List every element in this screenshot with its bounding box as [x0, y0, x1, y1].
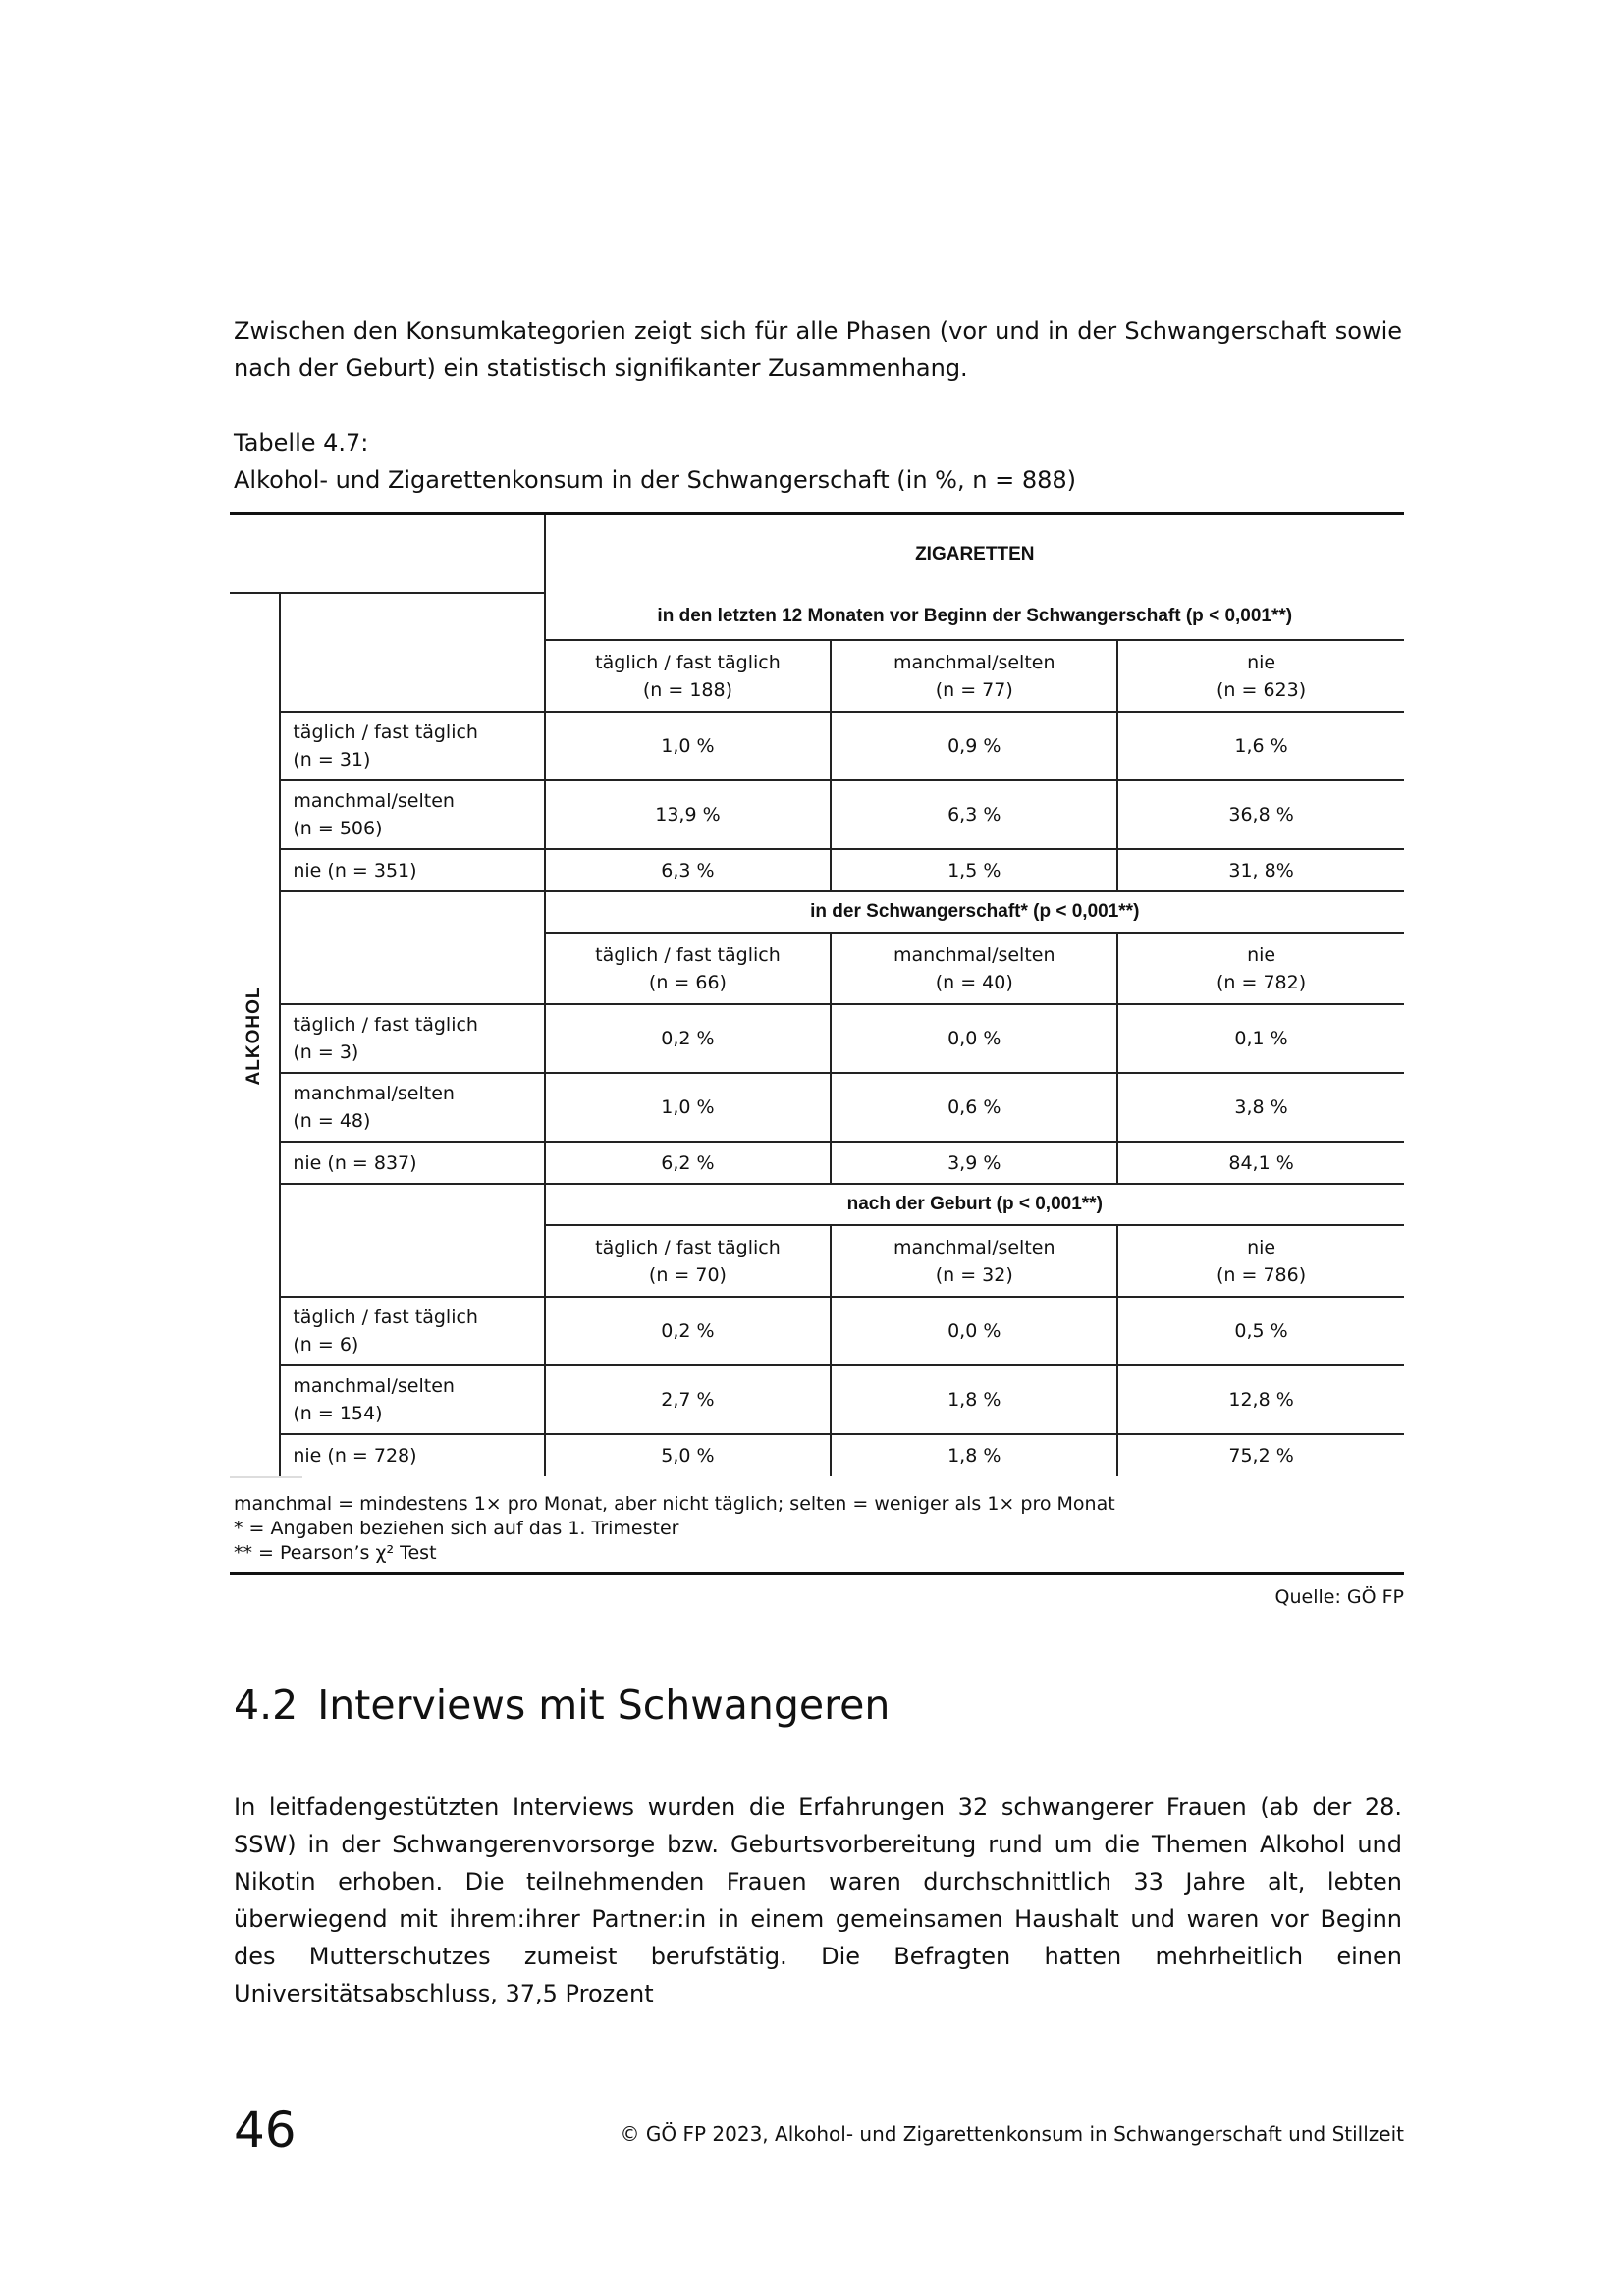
section-heading	[234, 1681, 890, 1730]
section-number: 4.2	[234, 1682, 298, 1729]
row-label-text: täglich / fast täglich	[293, 1014, 478, 1036]
row-label-n: (n = 3)	[293, 1041, 359, 1063]
table-row	[230, 1142, 1404, 1184]
section-title: in den letzten 12 Monaten vor Beginn der Schwangerschaft (p < 0,001**)	[545, 593, 1404, 640]
table-cell: 6,3 %	[545, 849, 832, 891]
row-label	[280, 1365, 544, 1434]
row-label-text: nie (n = 728)	[293, 1445, 417, 1467]
row-label-text: nie (n = 351)	[293, 859, 417, 881]
column-label: täglich / fast täglich	[595, 1236, 781, 1258]
table-row	[230, 1297, 1404, 1365]
footnote-3: ** = Pearson’s χ² Test	[234, 1542, 437, 1564]
table-cell: 1,8 %	[831, 1434, 1117, 1476]
row-label-n: (n = 48)	[293, 1110, 371, 1132]
column-label: manchmal/selten	[893, 651, 1055, 673]
table-cell: 0,5 %	[1117, 1297, 1404, 1365]
column-header	[831, 933, 1117, 1004]
column-label: manchmal/selten	[893, 1236, 1055, 1258]
table-cell: 5,0 %	[545, 1434, 832, 1476]
row-label	[280, 712, 544, 780]
table-cell: 31, 8%	[1117, 849, 1404, 891]
page-footer: © GÖ FP 2023, Alkohol- und Zigarettenkonsum in Schwangerschaft und Stillzeit	[620, 2122, 1404, 2146]
section-title: Interviews mit Schwangeren	[317, 1682, 891, 1729]
table-cell: 1,0 %	[545, 1073, 832, 1142]
column-label: täglich / fast täglich	[595, 651, 781, 673]
table-bottom-rule	[230, 1572, 1404, 1575]
row-label	[280, 1434, 544, 1476]
page-number: 46	[234, 2102, 297, 2159]
column-header	[831, 1225, 1117, 1297]
column-n: (n = 786)	[1217, 1263, 1307, 1286]
column-n: (n = 40)	[935, 971, 1013, 993]
table-cell: 0,1 %	[1117, 1004, 1404, 1073]
section-title: in der Schwangerschaft* (p < 0,001**)	[545, 891, 1404, 933]
table-cell: 0,2 %	[545, 1004, 832, 1073]
table-row	[230, 1434, 1404, 1476]
section-title-row	[230, 891, 1404, 933]
table-cell: 0,6 %	[831, 1073, 1117, 1142]
table-cell: 36,8 %	[1117, 780, 1404, 849]
table-grid	[230, 515, 1404, 1476]
column-n: (n = 70)	[648, 1263, 727, 1286]
column-n: (n = 77)	[935, 678, 1013, 701]
section-title-row	[230, 593, 1404, 640]
caption-title: Alkohol- und Zigarettenkonsum in der Schwangerschaft (in %, n = 888)	[234, 466, 1076, 494]
row-label	[280, 780, 544, 849]
column-header	[545, 640, 832, 712]
section-title: nach der Geburt (p < 0,001**)	[545, 1184, 1404, 1225]
column-label: nie	[1247, 1236, 1276, 1258]
row-label-text: täglich / fast täglich	[293, 1307, 478, 1328]
table-cell: 6,3 %	[831, 780, 1117, 849]
col-group-header: ZIGARETTEN	[545, 515, 1404, 593]
table-source: Quelle: GÖ FP	[1274, 1586, 1404, 1608]
section-blank-cell	[280, 593, 544, 712]
section-blank-cell	[280, 891, 544, 1004]
table-cell: 0,0 %	[831, 1004, 1117, 1073]
table-cell: 12,8 %	[1117, 1365, 1404, 1434]
table-row	[230, 780, 1404, 849]
row-label-n: (n = 154)	[293, 1403, 383, 1424]
table-cell: 2,7 %	[545, 1365, 832, 1434]
table-cell: 3,9 %	[831, 1142, 1117, 1184]
row-label	[280, 849, 544, 891]
table-caption	[234, 424, 1076, 499]
column-n: (n = 66)	[648, 971, 727, 993]
section-title-row	[230, 1184, 1404, 1225]
row-label	[280, 1297, 544, 1365]
row-label-text: manchmal/selten	[293, 1083, 455, 1104]
table-cell: 0,0 %	[831, 1297, 1117, 1365]
table-cell: 6,2 %	[545, 1142, 832, 1184]
column-label: nie	[1247, 651, 1276, 673]
intro-paragraph: Zwischen den Konsumkategorien zeigt sich für alle Phasen (vor und in der Schwangerschaft sowie nach der Geburt) ein statistisch signifikanter Zusammenhang.	[234, 317, 1402, 382]
caption-label: Tabelle 4.7:	[234, 429, 369, 456]
table-cell: 0,9 %	[831, 712, 1117, 780]
header-row	[230, 515, 1404, 593]
table-cell: 3,8 %	[1117, 1073, 1404, 1142]
table-cell: 1,5 %	[831, 849, 1117, 891]
section-blank-cell	[280, 1184, 544, 1297]
table-row	[230, 1365, 1404, 1434]
table-row	[230, 1004, 1404, 1073]
column-header	[1117, 933, 1404, 1004]
column-header	[545, 933, 832, 1004]
row-group-header: ALKOHOL	[243, 986, 265, 1085]
column-n: (n = 188)	[642, 678, 733, 701]
column-n: (n = 32)	[935, 1263, 1013, 1286]
table-row	[230, 1073, 1404, 1142]
row-label-n: (n = 31)	[293, 749, 371, 771]
table-footnotes	[230, 1478, 1404, 1572]
row-label	[280, 1004, 544, 1073]
column-header	[831, 640, 1117, 712]
column-n: (n = 623)	[1217, 678, 1307, 701]
column-header	[1117, 1225, 1404, 1297]
column-label: täglich / fast täglich	[595, 943, 781, 966]
row-label-text: täglich / fast täglich	[293, 721, 478, 743]
column-n: (n = 782)	[1217, 971, 1307, 993]
row-label-text: manchmal/selten	[293, 1375, 455, 1397]
row-label	[280, 1142, 544, 1184]
table-row	[230, 849, 1404, 891]
row-label-text: manchmal/selten	[293, 790, 455, 812]
column-header	[545, 1225, 832, 1297]
body-paragraph: In leitfadengestützten Interviews wurden die Erfahrungen 32 schwangerer Frauen (ab der 28. SSW) in der Schwangerenvorsorge bzw. Geburtsvorbereitung rund um die Themen Alkohol und Nikotin erhoben. Die teilnehmenden Frauen waren durchschnittlich 33 Jahre alt, lebten überwiegend mit ihrem:ihrer Partner:in in einem gemeinsamen Haushalt und waren vor Beginn des Mutterschutzes zumeist berufstätig. Die Befragten hatten mehrheitlich einen Universitätsabschluss, 37,5 Prozent	[234, 1793, 1402, 2007]
row-label	[280, 1073, 544, 1142]
consumption-table	[230, 512, 1404, 1608]
table-cell: 0,2 %	[545, 1297, 832, 1365]
footnote-1: manchmal = mindestens 1× pro Monat, aber nicht täglich; selten = weniger als 1× pro Monat	[234, 1493, 1115, 1515]
table-cell: 75,2 %	[1117, 1434, 1404, 1476]
row-label-text: nie (n = 837)	[293, 1151, 417, 1174]
table-cell: 1,8 %	[831, 1365, 1117, 1434]
column-label: nie	[1247, 943, 1276, 966]
table-row	[230, 712, 1404, 780]
table-cell: 1,0 %	[545, 712, 832, 780]
table-cell: 1,6 %	[1117, 712, 1404, 780]
row-label-n: (n = 506)	[293, 818, 383, 839]
table-cell: 84,1 %	[1117, 1142, 1404, 1184]
row-group-header-cell	[230, 593, 280, 1476]
row-label-n: (n = 6)	[293, 1334, 359, 1356]
column-header	[1117, 640, 1404, 712]
footnote-2: * = Angaben beziehen sich auf das 1. Trimester	[234, 1518, 679, 1539]
table-cell: 13,9 %	[545, 780, 832, 849]
corner-cell	[230, 515, 545, 593]
column-label: manchmal/selten	[893, 943, 1055, 966]
